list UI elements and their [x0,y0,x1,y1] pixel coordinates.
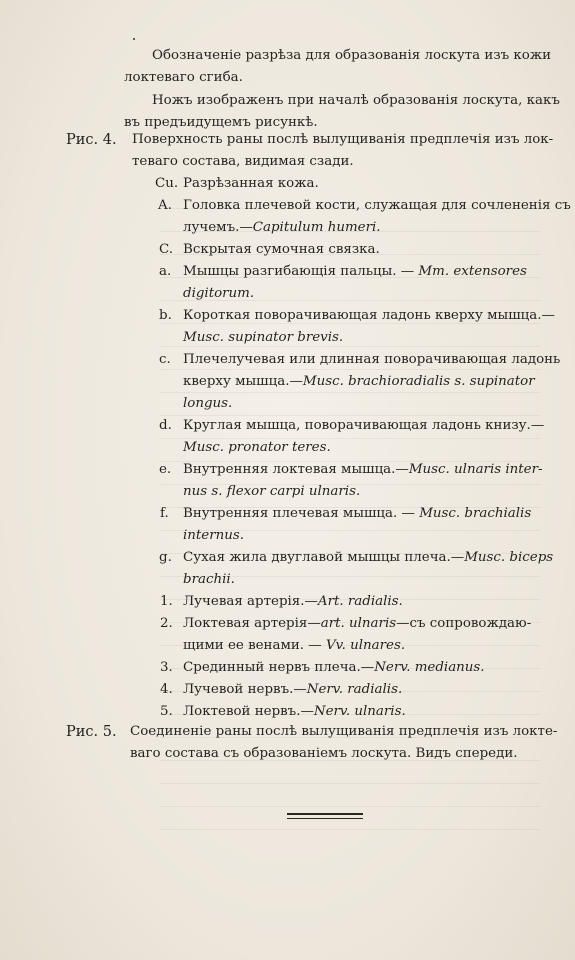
fig5-caption-line-1: Соединеніе раны послѣ вылущиванія предплечія изъ локте- [130,724,558,739]
legend-key-a-upper: A. [158,198,172,213]
intro-line-2: локтеваго сгиба. [124,70,243,85]
legend-text-cu: Разрѣзанная кожа. [183,176,319,191]
legend-text-g-2: brachii. [183,572,235,587]
legend-text-3-plain: Срединный нервъ плеча.— [183,660,375,675]
legend-text-2-1-italic: art. ulnaris [320,616,397,631]
legend-text-f-1-plain: Внутренняя плечевая мышца. — [183,506,420,521]
legend-text-e-2: nus s. flexor carpi ulnaris. [183,484,361,499]
legend-text-2-1 [183,613,531,635]
intro-line-1: Обозначеніе разрѣза для образованія лоскута изъ кожи [152,48,552,63]
legend-text-e-1-italic: Musc. ulnaris inter- [408,462,543,477]
legend-text-c-1: Плечелучевая или длинная поворачивающая ладонь [183,352,561,367]
legend-key-c: c. [159,352,171,367]
legend-text-2-1-tail: —съ сопровождаю- [396,616,532,631]
legend-text-c-2-plain: кверху мышца.— [183,374,303,389]
legend-text-a-upper-2 [183,217,381,239]
fig4-label: Рис. 4. [66,132,117,148]
legend-text-a-upper-2-plain: лучемъ.— [183,220,253,235]
legend-text-d-1: Круглая мышца, поворачивающая ладонь книзу.— [183,418,545,433]
legend-text-d-2: Musc. pronator teres. [183,440,331,455]
fig5-caption-line-2: ваго состава съ образованіемъ лоскута. Видъ спереди. [130,746,518,761]
legend-text-1 [183,591,403,613]
legend-key-5: 5. [160,704,173,719]
legend-text-g-1-italic: Musc. biceps [464,550,554,565]
legend-text-f-1 [183,503,531,525]
legend-text-5-italic: Nerv. ulnaris. [313,704,406,719]
legend-text-1-plain: Лучевая артерія.— [183,594,318,609]
legend-text-c-2 [183,371,535,393]
legend-text-a-1 [183,261,527,283]
legend-text-4 [183,679,402,701]
legend-text-f-1-italic: Musc. brachialis [419,506,532,521]
legend-text-g-1 [183,547,553,569]
legend-key-3: 3. [160,660,173,675]
fig4-caption-line-1: Поверхность раны послѣ вылущиванія предплечія изъ лок- [132,132,554,147]
legend-text-c-upper: Вскрытая сумочная связка. [183,242,380,257]
legend-text-4-italic: Nerv. radialis. [306,682,403,697]
legend-text-2-2-plain: щими ее венами. — [183,638,326,653]
legend-text-e-1-plain: Внутренняя локтевая мышца.— [183,462,409,477]
legend-text-a-1-italic: Mm. extensores [418,264,527,279]
legend-text-5 [183,701,406,723]
legend-key-f: f. [160,506,169,521]
legend-text-2-2 [183,635,405,657]
legend-text-3-italic: Nerv. medianus. [374,660,485,675]
legend-text-c-2-italic: Musc. brachioradialis s. supinator [302,374,535,389]
legend-key-e: e. [159,462,172,477]
legend-key-g: g. [159,550,172,565]
legend-text-a-2: digitorum. [183,286,255,301]
legend-text-e-1 [183,459,543,481]
legend-text-a-upper-2-italic: Capitulum humeri. [252,220,381,235]
legend-text-2-1-plain: Локтевая артерія— [183,616,321,631]
legend-text-a-upper-1: Головка плечевой кости, служащая для сочлененія съ [183,198,571,213]
legend-key-a: a. [159,264,172,279]
legend-text-4-plain: Лучевой нервъ.— [183,682,307,697]
legend-text-1-italic: Art. radialis. [317,594,403,609]
legend-key-4: 4. [160,682,173,697]
legend-text-g-1-plain: Сухая жила двуглавой мышцы плеча.— [183,550,465,565]
intro-line-3: Ножъ изображенъ при началѣ образованія лоскута, какъ [152,93,560,108]
legend-text-a-1-plain: Мышцы разгибающія пальцы. — [183,264,419,279]
legend-text-2-2-italic: Vv. ulnares. [325,638,406,653]
end-rule [287,813,363,815]
legend-key-b: b. [159,308,172,323]
fig5-label: Рис. 5. [66,724,117,740]
legend-key-1: 1. [160,594,173,609]
end-rule-thin [287,818,363,819]
legend-text-b-1: Короткая поворачивающая ладонь кверху мышца.— [183,308,555,323]
legend-key-cu: Cu. [155,176,179,191]
fig4-caption-line-2: теваго состава, видимая сзади. [132,154,354,169]
legend-text-b-2: Musc. supinator brevis. [183,330,344,345]
intro-line-4: въ предъидущемъ рисункѣ. [124,115,318,130]
legend-key-c-upper: C. [159,242,174,257]
legend-text-3 [183,657,485,679]
legend-key-2: 2. [160,616,173,631]
legend-key-d: d. [159,418,172,433]
legend-text-5-plain: Локтевой нервъ.— [183,704,314,719]
legend-text-f-2: internus. [183,528,244,543]
legend-text-c-3: longus. [183,396,233,411]
